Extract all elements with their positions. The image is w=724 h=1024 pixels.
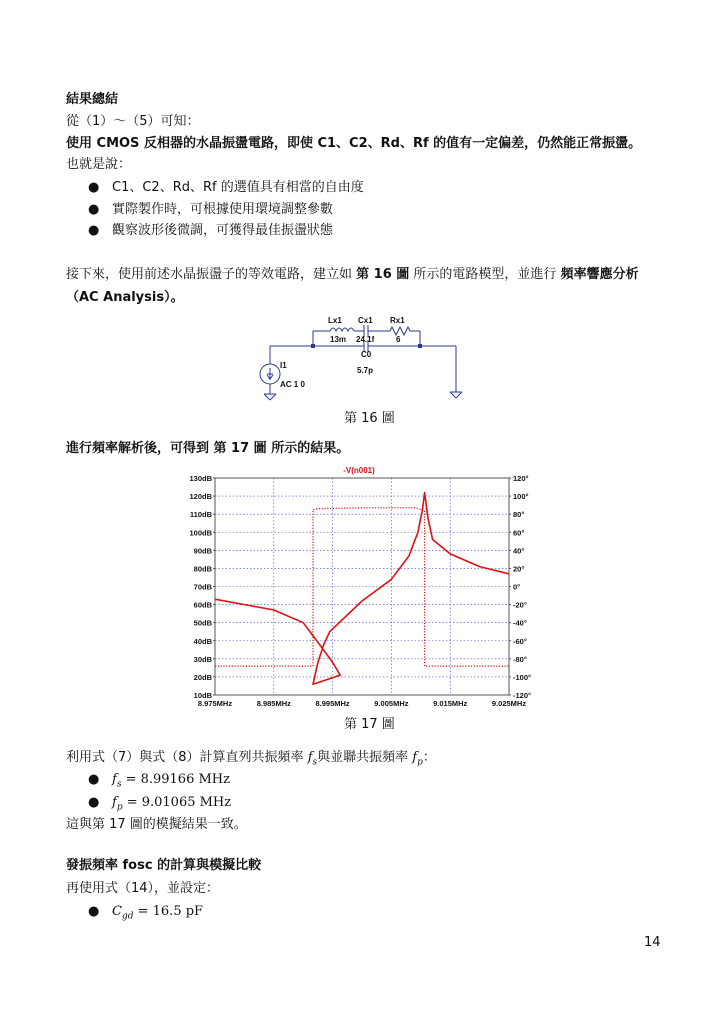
rx1-value: 6 <box>396 335 401 344</box>
i1-value: AC 1 0 <box>280 380 305 389</box>
right-tick-label: -20° <box>513 600 527 610</box>
circuit-diagram <box>250 312 470 404</box>
lx1-label: Lx1 <box>328 316 342 325</box>
intro-paragraph-line2: （AC Analysis）。 <box>66 290 184 305</box>
left-tick-label: 10dB <box>193 691 212 700</box>
right-tick-label: -60° <box>513 636 527 646</box>
c0-value: 5.7p <box>357 366 374 375</box>
calc-agree: 這與第 17 圖的模擬結果一致。 <box>66 817 247 832</box>
fp-value: $f_p = 9.01065$ MHz <box>112 795 232 813</box>
left-tick-label: 60dB <box>193 600 212 610</box>
right-tick-label: 0° <box>513 582 521 592</box>
right-tick-label: -120° <box>513 691 532 700</box>
x-tick-label: 9.005MHz <box>374 699 409 708</box>
calc-line: 利用式（7）與式（8）計算直列共振頻率 $f_s$與並聯共振頻率 $f_p$： <box>66 750 436 768</box>
summary-bullet-3: 觀察波形後微調，可獲得最佳振盪狀態 <box>112 223 334 238</box>
page-number: 14 <box>644 935 661 950</box>
summary-line1: 從（1）～（5）可知： <box>66 114 200 129</box>
inductor-icon <box>330 328 354 331</box>
bullet-dot: ● <box>88 180 100 195</box>
summary-bullet-2: 實際製作時，可根據使用環境調整參數 <box>112 202 334 217</box>
x-tick-label: 8.975MHz <box>197 699 233 708</box>
x-tick-label: 8.985MHz <box>256 699 291 708</box>
cgd-value: $C_{gd} = 16.5$ pF <box>112 904 204 922</box>
osc-heading: 發振頻率 fosc 的計算與模擬比較 <box>66 858 262 873</box>
left-tick-label: 30dB <box>193 654 212 664</box>
summary-heading: 結果總結 <box>66 92 119 107</box>
osc-line: 再使用式（14），並設定： <box>66 881 220 896</box>
bullet-dot: ● <box>88 904 100 919</box>
right-tick-label: 40° <box>513 546 525 556</box>
cx1-label: Cx1 <box>358 316 373 325</box>
x-tick-label: 9.025MHz <box>491 699 527 708</box>
cx1-value: 24.1f <box>356 335 375 344</box>
phase-series-line <box>215 508 509 666</box>
intro-paragraph-line1: 接下來，使用前述水晶振盪子的等效電路，建立如 第 16 圖 所示的電路模型，並進行 頻率響應分析 <box>66 267 639 282</box>
fig16-caption: 第 16 圖 <box>344 411 395 426</box>
left-tick-label: 70dB <box>193 582 212 592</box>
bullet-dot: ● <box>88 202 100 217</box>
right-tick-label: 100° <box>513 492 529 502</box>
c0-label: C0 <box>361 350 372 359</box>
result-line: 進行頻率解析後，可得到 第 17 圖 所示的結果。 <box>66 441 350 456</box>
bullet-dot: ● <box>88 772 100 787</box>
summary-bullet-1: C1、C2、Rd、Rf 的選值具有相當的自由度 <box>112 180 364 195</box>
right-tick-label: 80° <box>513 510 525 520</box>
left-tick-label: 100dB <box>189 528 212 538</box>
ground-icon <box>450 392 456 398</box>
right-tick-label: 120° <box>513 474 529 483</box>
resistor-icon <box>390 327 410 335</box>
left-tick-label: 130dB <box>189 474 212 483</box>
lx1-value: 13m <box>330 335 347 344</box>
rx1-label: Rx1 <box>390 316 405 325</box>
left-tick-label: 90dB <box>193 546 212 556</box>
right-tick-label: 20° <box>513 564 525 574</box>
summary-line3: 也就是說： <box>66 157 132 172</box>
fig17-caption: 第 17 圖 <box>344 717 395 732</box>
summary-line2: 使用 CMOS 反相器的水晶振盪電路，即使 C1、C2、Rd、Rf 的值有一定偏差，仍然能正常振盪。 <box>66 136 642 151</box>
right-tick-label: -100° <box>513 672 532 682</box>
left-tick-label: 40dB <box>193 636 212 646</box>
right-tick-label: 60° <box>513 528 525 538</box>
bullet-dot: ● <box>88 795 100 810</box>
left-tick-label: 50dB <box>193 618 212 628</box>
bullet-dot: ● <box>88 223 100 238</box>
chart-title: -V(n001) <box>343 466 375 475</box>
fs-value: $f_s = 8.99166$ MHz <box>112 772 230 790</box>
right-tick-label: -80° <box>513 654 527 664</box>
right-tick-label: -40° <box>513 618 527 628</box>
x-tick-label: 8.995MHz <box>315 699 350 708</box>
left-tick-label: 80dB <box>193 564 212 574</box>
ground-icon <box>264 394 270 400</box>
left-tick-label: 20dB <box>193 672 212 682</box>
i1-label: I1 <box>280 361 287 370</box>
x-tick-label: 9.015MHz <box>433 699 468 708</box>
left-tick-label: 110dB <box>189 510 212 520</box>
left-tick-label: 120dB <box>189 492 212 502</box>
magnitude-series-line <box>215 493 509 685</box>
frequency-response-chart <box>172 462 552 716</box>
